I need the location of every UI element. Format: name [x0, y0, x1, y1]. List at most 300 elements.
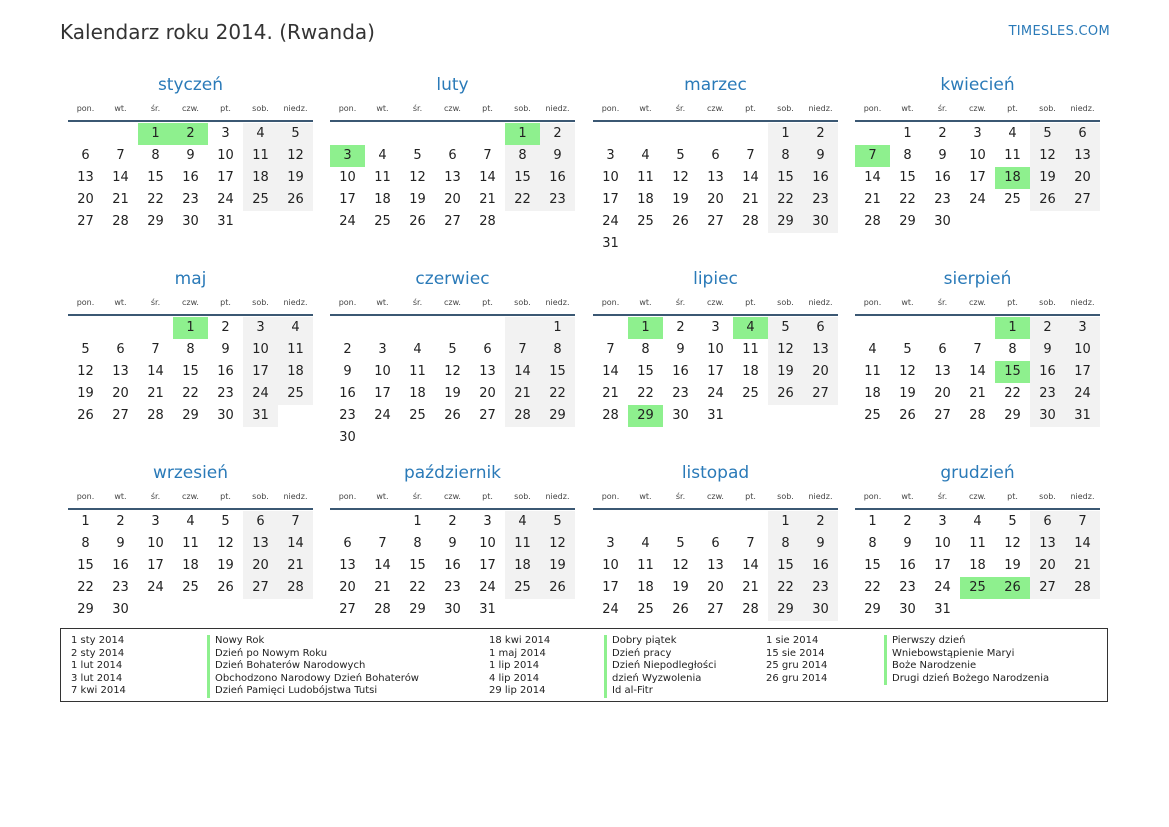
month-name: czerwiec: [415, 269, 490, 289]
day-cell: 16: [803, 555, 838, 577]
day-cell: 31: [602, 236, 619, 251]
legend-date: 26 gru 2014: [766, 672, 828, 684]
day-cell: 25: [505, 577, 540, 599]
weekday-label: czw.: [707, 298, 724, 307]
day-cell: 3: [151, 514, 160, 529]
day-cell: 10: [1065, 339, 1100, 361]
day-cell: 8: [505, 145, 540, 167]
month-divider: [855, 508, 1100, 510]
day-cell: 28: [742, 214, 759, 229]
month-name: grudzień: [940, 463, 1015, 483]
empty-cell: [278, 211, 313, 233]
day-cell: 19: [409, 192, 426, 207]
empty-cell: [768, 233, 803, 255]
day-cell: 24: [217, 192, 234, 207]
day-cell: 4: [973, 514, 982, 529]
empty-cell: [1030, 599, 1065, 621]
empty-cell: [663, 233, 698, 255]
day-cell: 10: [707, 342, 724, 357]
empty-cell: [330, 511, 365, 533]
day-cell: 21: [742, 580, 759, 595]
day-cell: 9: [676, 342, 685, 357]
day-cell: 5: [540, 511, 575, 533]
day-cell: 9: [448, 536, 457, 551]
day-cell: 25: [278, 383, 313, 405]
day-cell: 26: [995, 577, 1030, 599]
day-cell: 29: [899, 214, 916, 229]
day-cell: 14: [969, 364, 986, 379]
day-cell: 28: [742, 602, 759, 617]
day-cell: 21: [505, 383, 540, 405]
day-cell: 1: [903, 126, 912, 141]
day-cell: 18: [995, 167, 1030, 189]
weekday-label: pon.: [863, 104, 882, 113]
legend-dates-column-1: [71, 635, 126, 698]
day-cell: 29: [540, 405, 575, 427]
weekday-label: czw.: [969, 298, 986, 307]
month-name: listopad: [681, 463, 750, 483]
day-cell: 14: [602, 364, 619, 379]
day-cell: 15: [147, 170, 164, 185]
day-cell: 15: [182, 364, 199, 379]
empty-cell: [138, 317, 173, 339]
weekday-label: czw.: [444, 492, 461, 501]
day-cell: 15: [768, 555, 803, 577]
weekday-label: pt.: [1007, 104, 1018, 113]
day-cell: 1: [995, 317, 1030, 339]
day-cell: 10: [339, 170, 356, 185]
empty-cell: [138, 599, 173, 621]
day-cell: 11: [864, 364, 881, 379]
day-cell: 29: [864, 602, 881, 617]
brand-link[interactable]: TIMESLES.COM: [1008, 24, 1110, 39]
day-cell: 22: [147, 192, 164, 207]
day-cell: 26: [672, 602, 689, 617]
empty-cell: [593, 511, 628, 533]
weekday-label: śr.: [150, 298, 161, 307]
day-cell: 22: [540, 383, 575, 405]
day-cell: 16: [803, 167, 838, 189]
weekday-label: wt.: [114, 298, 127, 307]
day-cell: 2: [803, 123, 838, 145]
day-cell: 21: [278, 555, 313, 577]
day-cell: 22: [505, 189, 540, 211]
legend-dates-column-2: [489, 635, 550, 698]
day-cell: 15: [540, 361, 575, 383]
day-cell: 23: [899, 580, 916, 595]
weekday-header: [330, 295, 575, 311]
day-cell: 18: [742, 364, 759, 379]
weekday-label: śr.: [675, 298, 686, 307]
days-grid: [68, 317, 313, 427]
day-cell: 13: [1065, 145, 1100, 167]
days-grid: [330, 511, 575, 621]
days-grid: [593, 511, 838, 621]
weekday-label: niedz.: [808, 298, 833, 307]
weekday-label: pt.: [220, 492, 231, 501]
day-cell: 8: [768, 533, 803, 555]
empty-cell: [995, 599, 1030, 621]
day-cell: 11: [182, 536, 199, 551]
day-cell: 5: [278, 123, 313, 145]
weekday-header: [330, 489, 575, 505]
day-cell: 4: [641, 148, 650, 163]
day-cell: 18: [637, 192, 654, 207]
day-cell: 16: [444, 558, 461, 573]
day-cell: 8: [186, 342, 195, 357]
day-cell: 15: [637, 364, 654, 379]
day-cell: 23: [803, 577, 838, 599]
empty-cell: [698, 511, 733, 533]
day-cell: 21: [374, 580, 391, 595]
month-divider: [855, 120, 1100, 122]
day-cell: 8: [151, 148, 160, 163]
day-cell: 26: [77, 408, 94, 423]
day-cell: 24: [374, 408, 391, 423]
day-cell: 9: [938, 148, 947, 163]
days-grid: [68, 511, 313, 621]
empty-cell: [470, 317, 505, 339]
day-cell: 26: [672, 214, 689, 229]
day-cell: 25: [1004, 192, 1021, 207]
day-cell: 19: [1030, 167, 1065, 189]
day-cell: 30: [339, 430, 356, 445]
day-cell: 3: [606, 536, 615, 551]
weekday-label: czw.: [707, 104, 724, 113]
day-cell: 12: [278, 145, 313, 167]
empty-cell: [1065, 211, 1100, 233]
legend-holiday-name: Pierwszy dzień: [884, 635, 1049, 648]
day-cell: 7: [746, 148, 755, 163]
weekday-label: wt.: [114, 104, 127, 113]
day-cell: 1: [173, 317, 208, 339]
day-cell: 6: [483, 342, 492, 357]
day-cell: 1: [138, 123, 173, 145]
day-cell: 10: [602, 558, 619, 573]
day-cell: 22: [77, 580, 94, 595]
day-cell: 7: [746, 536, 755, 551]
empty-cell: [925, 317, 960, 339]
day-cell: 18: [637, 580, 654, 595]
day-cell: 4: [868, 342, 877, 357]
weekday-label: śr.: [412, 492, 423, 501]
month-name: wrzesień: [152, 463, 229, 483]
day-cell: 13: [112, 364, 129, 379]
day-cell: 30: [803, 211, 838, 233]
days-grid: [593, 123, 838, 255]
weekday-label: sob.: [252, 104, 269, 113]
day-cell: 3: [938, 514, 947, 529]
day-cell: 3: [711, 320, 720, 335]
legend-holiday-name: Dzień po Nowym Roku: [207, 648, 419, 661]
month-5: [68, 267, 313, 427]
days-grid: [68, 123, 313, 233]
day-cell: 29: [628, 405, 663, 427]
day-cell: 20: [803, 361, 838, 383]
day-cell: 13: [934, 364, 951, 379]
day-cell: 21: [602, 386, 619, 401]
weekday-label: wt.: [376, 492, 389, 501]
day-cell: 30: [182, 214, 199, 229]
day-cell: 20: [112, 386, 129, 401]
month-7: [593, 267, 838, 427]
day-cell: 21: [864, 192, 881, 207]
weekday-label: czw.: [969, 104, 986, 113]
day-cell: 19: [77, 386, 94, 401]
month-name: październik: [403, 463, 502, 483]
day-cell: 23: [182, 192, 199, 207]
legend-holiday-name: Dzień pracy: [604, 648, 716, 661]
day-cell: 27: [77, 214, 94, 229]
page-title: Kalendarz roku 2014. (Rwanda): [60, 20, 375, 44]
day-cell: 30: [444, 602, 461, 617]
day-cell: 7: [151, 342, 160, 357]
day-cell: 14: [742, 170, 759, 185]
legend-holiday-name: Dobry piątek: [604, 635, 716, 648]
day-cell: 13: [1030, 533, 1065, 555]
weekday-label: sob.: [252, 492, 269, 501]
day-cell: 8: [540, 339, 575, 361]
day-cell: 1: [628, 317, 663, 339]
day-cell: 5: [448, 342, 457, 357]
day-cell: 8: [868, 536, 877, 551]
day-cell: 13: [479, 364, 496, 379]
empty-cell: [365, 427, 400, 449]
weekday-label: niedz.: [545, 104, 570, 113]
weekday-label: pon.: [601, 298, 620, 307]
weekday-label: czw.: [182, 492, 199, 501]
day-cell: 23: [1030, 383, 1065, 405]
day-cell: 19: [278, 167, 313, 189]
day-cell: 3: [221, 126, 230, 141]
legend-date: 1 sie 2014: [766, 635, 819, 646]
legend-names-column-2: [604, 635, 716, 698]
day-cell: 12: [1030, 145, 1065, 167]
empty-cell: [435, 317, 470, 339]
day-cell: 4: [641, 536, 650, 551]
day-cell: 27: [339, 602, 356, 617]
empty-cell: [733, 405, 768, 427]
day-cell: 7: [278, 511, 313, 533]
weekday-header: [855, 101, 1100, 117]
weekday-label: pon.: [863, 298, 882, 307]
day-cell: 7: [505, 339, 540, 361]
day-cell: 11: [637, 558, 654, 573]
weekday-label: śr.: [675, 492, 686, 501]
day-cell: 18: [243, 167, 278, 189]
day-cell: 28: [864, 214, 881, 229]
day-cell: 12: [77, 364, 94, 379]
weekday-label: pon.: [601, 492, 620, 501]
month-name: luty: [436, 75, 469, 95]
day-cell: 4: [378, 148, 387, 163]
day-cell: 17: [602, 192, 619, 207]
empty-cell: [505, 599, 540, 621]
empty-cell: [855, 123, 890, 145]
day-cell: 29: [182, 408, 199, 423]
day-cell: 6: [1030, 511, 1065, 533]
day-cell: 12: [444, 364, 461, 379]
weekday-label: niedz.: [283, 298, 308, 307]
weekday-label: pon.: [76, 492, 95, 501]
day-cell: 30: [112, 602, 129, 617]
empty-cell: [400, 123, 435, 145]
day-cell: 20: [444, 192, 461, 207]
day-cell: 2: [173, 123, 208, 145]
day-cell: 2: [540, 123, 575, 145]
month-11: [593, 461, 838, 621]
day-cell: 16: [934, 170, 951, 185]
weekday-label: pon.: [338, 104, 357, 113]
empty-cell: [435, 123, 470, 145]
day-cell: 11: [505, 533, 540, 555]
day-cell: 13: [243, 533, 278, 555]
weekday-header: [330, 101, 575, 117]
weekday-label: pon.: [338, 492, 357, 501]
weekday-label: śr.: [937, 492, 948, 501]
day-cell: 4: [505, 511, 540, 533]
day-cell: 5: [903, 342, 912, 357]
day-cell: 13: [707, 558, 724, 573]
day-cell: 16: [1030, 361, 1065, 383]
day-cell: 17: [374, 386, 391, 401]
day-cell: 7: [973, 342, 982, 357]
day-cell: 18: [182, 558, 199, 573]
day-cell: 7: [116, 148, 125, 163]
weekday-label: pon.: [76, 298, 95, 307]
day-cell: 29: [147, 214, 164, 229]
weekday-label: pt.: [1007, 298, 1018, 307]
day-cell: 25: [243, 189, 278, 211]
days-grid: [330, 317, 575, 449]
weekday-label: niedz.: [1070, 104, 1095, 113]
day-cell: 5: [676, 536, 685, 551]
empty-cell: [663, 511, 698, 533]
day-cell: 17: [479, 558, 496, 573]
day-cell: 27: [1030, 577, 1065, 599]
day-cell: 5: [81, 342, 90, 357]
month-1: [68, 73, 313, 233]
legend-date: 7 kwi 2014: [71, 685, 126, 697]
day-cell: 21: [969, 386, 986, 401]
legend-date: 1 sty 2014: [71, 635, 125, 646]
day-cell: 8: [903, 148, 912, 163]
day-cell: 24: [602, 602, 619, 617]
legend-dates-column-3: [766, 635, 827, 685]
empty-cell: [173, 599, 208, 621]
day-cell: 19: [899, 386, 916, 401]
day-cell: 3: [243, 317, 278, 339]
day-cell: 9: [803, 533, 838, 555]
day-cell: 19: [1004, 558, 1021, 573]
empty-cell: [330, 317, 365, 339]
weekday-label: śr.: [150, 492, 161, 501]
weekday-label: wt.: [376, 298, 389, 307]
day-cell: 6: [81, 148, 90, 163]
legend-holiday-name: Dzień Niepodległości: [604, 660, 716, 673]
month-12: [855, 461, 1100, 621]
day-cell: 10: [147, 536, 164, 551]
day-cell: 22: [637, 386, 654, 401]
day-cell: 20: [934, 386, 951, 401]
day-cell: 11: [742, 342, 759, 357]
day-cell: 1: [768, 511, 803, 533]
legend-date: 18 kwi 2014: [489, 635, 551, 646]
empty-cell: [733, 233, 768, 255]
day-cell: 28: [147, 408, 164, 423]
legend-holiday-name: Dzień Bohaterów Narodowych: [207, 660, 419, 673]
day-cell: 28: [278, 577, 313, 599]
weekday-header: [68, 295, 313, 311]
day-cell: 12: [540, 533, 575, 555]
weekday-label: niedz.: [808, 492, 833, 501]
day-cell: 9: [221, 342, 230, 357]
day-cell: 14: [1065, 533, 1100, 555]
weekday-label: wt.: [114, 492, 127, 501]
legend-date: 1 maj 2014: [489, 647, 546, 659]
day-cell: 16: [672, 364, 689, 379]
day-cell: 31: [934, 602, 951, 617]
empty-cell: [733, 511, 768, 533]
weekday-label: pon.: [76, 104, 95, 113]
legend-names-column-1: [207, 635, 419, 698]
day-cell: 29: [768, 211, 803, 233]
day-cell: 14: [112, 170, 129, 185]
day-cell: 2: [343, 342, 352, 357]
day-cell: 23: [540, 189, 575, 211]
day-cell: 10: [934, 536, 951, 551]
day-cell: 8: [641, 342, 650, 357]
weekday-label: czw.: [969, 492, 986, 501]
day-cell: 3: [483, 514, 492, 529]
day-cell: 2: [1030, 317, 1065, 339]
day-cell: 14: [374, 558, 391, 573]
day-cell: 2: [221, 320, 230, 335]
day-cell: 31: [1065, 405, 1100, 427]
day-cell: 29: [768, 599, 803, 621]
weekday-label: pt.: [482, 298, 493, 307]
legend-date: 4 lip 2014: [489, 672, 540, 684]
day-cell: 23: [444, 580, 461, 595]
day-cell: 8: [1008, 342, 1017, 357]
month-divider: [68, 314, 313, 316]
empty-cell: [243, 211, 278, 233]
day-cell: 28: [602, 408, 619, 423]
day-cell: 25: [182, 580, 199, 595]
weekday-label: pt.: [220, 104, 231, 113]
empty-cell: [505, 317, 540, 339]
day-cell: 15: [864, 558, 881, 573]
weekday-label: wt.: [639, 298, 652, 307]
day-cell: 24: [339, 214, 356, 229]
day-cell: 11: [637, 170, 654, 185]
empty-cell: [628, 233, 663, 255]
empty-cell: [103, 317, 138, 339]
empty-cell: [540, 599, 575, 621]
day-cell: 17: [934, 558, 951, 573]
day-cell: 14: [505, 361, 540, 383]
day-cell: 4: [733, 317, 768, 339]
day-cell: 3: [330, 145, 365, 167]
day-cell: 17: [1065, 361, 1100, 383]
day-cell: 20: [707, 580, 724, 595]
day-cell: 3: [606, 148, 615, 163]
empty-cell: [855, 317, 890, 339]
day-cell: 28: [479, 214, 496, 229]
weekday-label: sob.: [1039, 298, 1056, 307]
empty-cell: [628, 511, 663, 533]
empty-cell: [505, 427, 540, 449]
